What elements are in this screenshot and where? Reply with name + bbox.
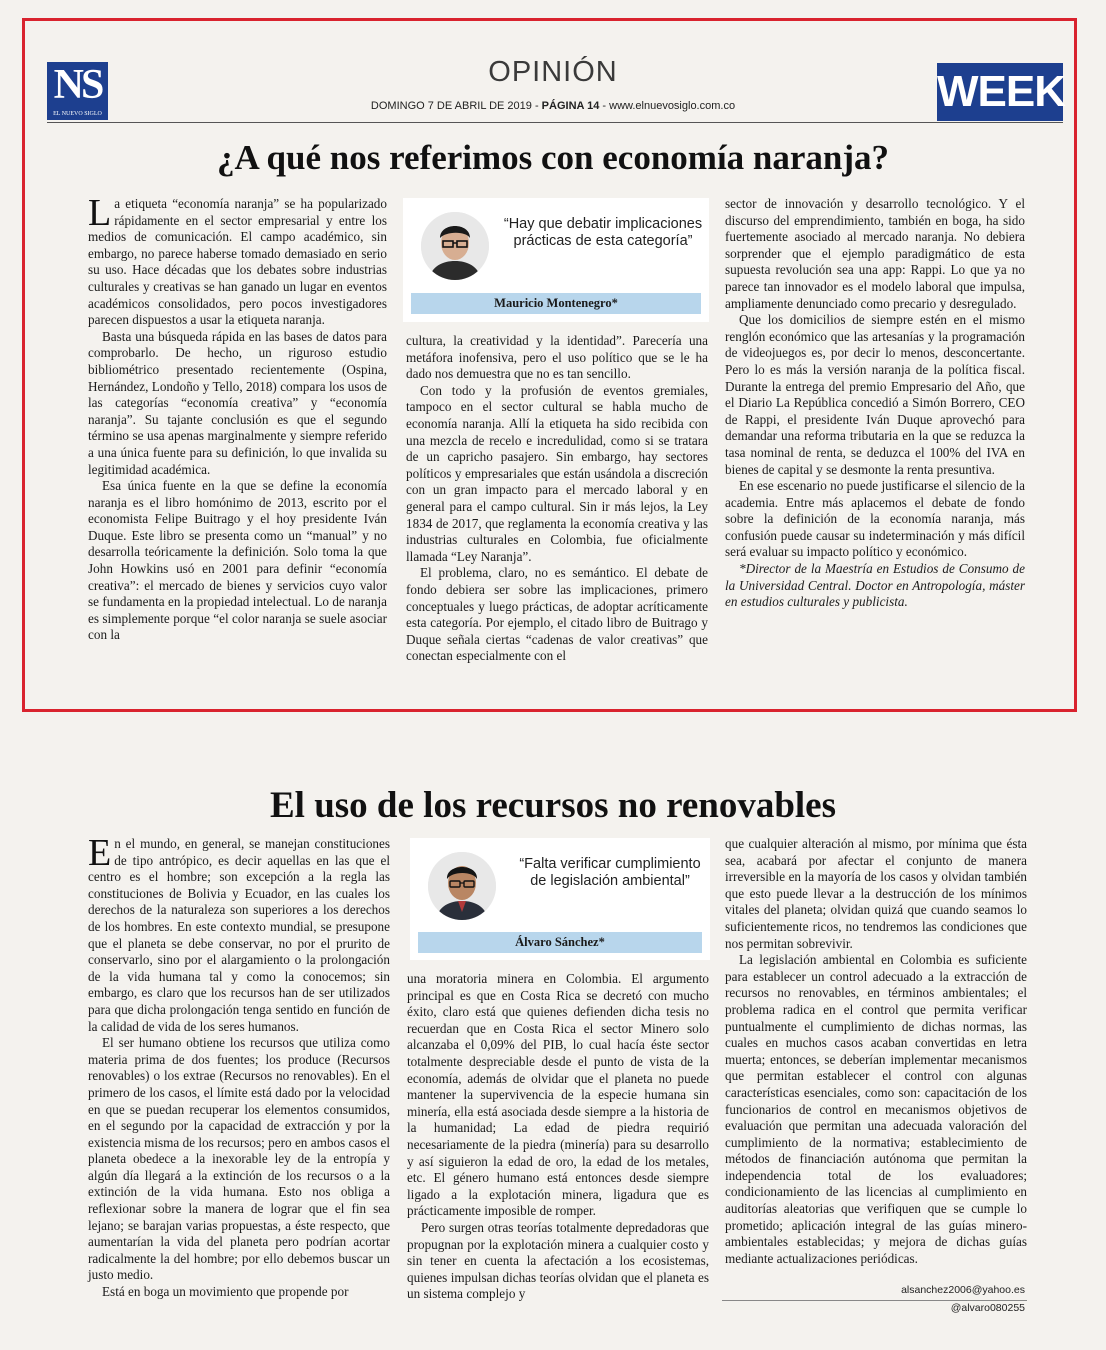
article1-column-3 [725,196,1025,611]
author-bio-note: *Director de la Maestría en Estudios de Consumo de la Universidad Central. Doctor en Antropología, máster en estudios culturales y publicista. [725,561,1025,610]
dateline: DOMINGO 7 DE ABRIL DE 2019 - PÁGINA 14 - www.elnuevosiglo.com.co [370,100,736,112]
contact-separator [722,1300,1027,1301]
author-portrait-icon [428,852,496,920]
author-twitter: @alvaro080255 [950,1302,1025,1314]
article2-column-3 [725,836,1027,1267]
article2-pullquote-box [410,838,710,960]
article2-col2-p2: Pero surgen otras teorías totalmente depredadoras que propugnan por la explotación minera a cualquier costo y sin tener en cuenta la afectación a los ecosistemas, quienes impulsan dichas teorías olvidan que el planeta es un sistema complejo y [407,1219,709,1302]
article2-col1-p2: El ser humano obtiene los recursos que utiliza como materia prima de dos fuentes; los produce (Recursos renovables) o los extrae (Recursos no renovables). En el primero de los casos, el límite está dado por la velocidad en que se puedan recuperar los elementos consumidos, en el segundo por la capacidad de extracción y por la existencia misma de los recursos; pero en ambos casos el planeta obedece a la inexorable ley de la entropía y algún día llegará a la extinción de los recursos o a la extinción de la vida humana. Esto nos obliga a reflexionar sobre la manera de lograr que el fin sea lejano; se barajan varias propuestas, a éste respecto, que aumentarían la vida del planeta pero podrían acortar radicalmente la del hombre; por ello debemos buscar un justo medio. [88,1035,390,1283]
article1-pullquote-box [403,198,709,322]
article2-col3-p1: que cualquier alteración al mismo, por mínima que ésta sea, acabará por afectar el conjunto de manera irreversible en la mayoría de los casos y olvidan también que esto puede llevar a la destrucción de los mínimos vitales del planeta; olvidan quizá que cuando seamos lo suficientemente ricos, no tendremos las condiciones que nos permitan sobrevivir. [725,836,1027,951]
article2-col2-p1: una moratoria minera en Colombia. El argumento principal es que en Costa Rica se decretó con mucho éxito, claro está que quienes defienden dicha tesis no recuerdan que en Costa Rica el sector Minero solo alcanzaba el 0,09% del PIB, lo cual hacía éste sector totalmente despreciable desde el punto de vista de la economía, además de olvidar que el planeta no puede mantener la supervivencia de la especie humana sin minería, ella está asociada desde siempre a la historia de la humanidad; La edad de piedra requirió necesariamente de la piedra (minería) para su desarrollo y así siguieron la edad de oro, la edad de los metales, etc. El género humano está entonces desde siempre ligado a la explotación minera, ligadura que es prácticamente imposible de romper. [407,971,709,1219]
article1-headline: ¿A qué nos referimos con economía naranja? [216,138,890,177]
article2-col1-p1: En el mundo, en general, se manejan constituciones de tipo antrópico, es decir aquellas en las que el centro es el hombre; son excepción a la regla las constituciones de Bolivia y Ecuador, en las cuales los derechos de la naturaleza son superiores a los derechos de los hombres. En este contexto mundial, se presupone que el planeta se debe conservar, no por el prurito de conservarlo, sino por el alargamiento o la prolongación de la vida humana tal y como la conocemos; sin embargo, es claro que los recursos han de ser utilizados para que dicha prolongación tenga sentido en función de la calidad de vida de los seres humanos. [88,832,390,1034]
article2-author-byline: Álvaro Sánchez* [418,932,702,953]
article1-col3-p2: Que los domicilios de siempre estén en el mismo renglón económico que las artesanías y la programación de videojuegos es, por decir lo menos, desconcertante. Pero lo es más la versión naranja de la política fiscal. Durante la entrega del premio Empresario del Año, que el Diario La República concedió a Simón Borrero, CEO de Rappi, el presidente Iván Duque aprovechó para demandar una reforma tributaria en la que se reduzca la tasa nominal de renta, se deduzca el 100% del IVA en bienes de capital y se desmonte la renta presuntiva. [725,312,1025,477]
article1-col1-p2: Basta una búsqueda rápida en las bases de datos para comprobarlo. De hecho, un riguroso estudio bibliométrico presentado recientemente (Ospina, Hernández, Londoño y Tello, 2018) compara los usos de las categorías “economía creativa” y “economía naranja”. Su tajante conclusión es que el segundo término se usa apenas marginalmente y siempre referido a una única fuente para su definición, lo que invalida su legitimidad académica. [88,328,387,477]
article1-col2-p2: Con todo y la profusión de eventos gremiales, tampoco en el sector cultural se habla mucho de economía naranja. Allí la etiqueta ha sido recibida con una mezcla de recelo e incredulidad, como si se tratara de un capricho pasajero. Sin embargo, hay sectores políticos y empresariales que están usándola a discreción con un gran impacto para el mercado laboral y en general para el campo cultural. Sin ir más lejos, la Ley 1834 de 2017, que reglamenta la economía creativa y las industrias culturales en Colombia, fue oficialmente llamada “Ley Naranja”. [406,382,708,564]
alvaro-sanchez-photo [428,852,496,920]
article1-col3-p1: sector de innovación y desarrollo tecnológico. Y el discurso del emprendimiento, también en boga, ha sido fuertemente asociado al mercado naranja. No debiera sorprender que el ejemplo paradigmático de esta supuesta revolución sea una app: Rappi. Lo que ya no parece tan innovador es el modelo laboral que impulsa, ampliamente denunciado como precario y desregulado. [725,196,1025,311]
article2-column-2 [407,971,709,1303]
article2-column-1 [88,832,390,1301]
article2-dropcap: E [88,832,112,874]
author-portrait-icon [421,212,489,280]
article1-col2-p3: El problema, claro, no es semántico. El debate de fondo debiera ser sobre las implicaciones, primero conceptuales y luego prácticas, de adoptar acríticamente esta categoría. Por ejemplo, el citado libro de Buitrago y Duque señala ciertas “cadenas de valor creativas” que conectan especialmente con el [406,565,708,664]
ns-logo: NS EL NUEVO SIGLO [47,62,108,120]
article1-col3-p3: En ese escenario no puede justificarse el silencio de la academia. Entre más aplacemos el debate de fondo sobre la definición de la economía naranja, más confusión puede causar su indeterminación y más difícil será evaluar su impacto político y económico. [725,478,1025,560]
week-logo: WEEK [937,63,1063,121]
article1-col1-p1: La etiqueta “economía naranja” se ha popularizado rápidamente en el sector empresarial y entre los medios de comunicación. El campo académico, sin embargo, no parece haberse tomado demasiado en serio su uso. Hace décadas que los debates sobre industrias culturales y creativas se han ganado un lugar en eventos académicos consolidados, pero pocos investigadores parecen dispuestos a usar la etiqueta naranja. [88,192,387,328]
section-title: OPINIÓN [488,56,618,88]
article1-pullquote: “Hay que debatir implicaciones prácticas de esta categoría” [503,216,703,249]
author-email: alsanchez2006@yahoo.es [901,1284,1025,1296]
article2-col3-p2: La legislación ambiental en Colombia es suficiente para establecer un control adecuado a la extracción de recursos no renovables, en términos ambientales; el problema radica en el control que permita verificar puntualmente el cumplimiento de dichas normas, las cuales en muchos casos acaban convertidas en letra muerta; entonces, se deberían implementar mecanismos que permitan establecer el control con algunas características esenciales, como son: capacitación de los funcionarios de control en mecanismos objetivos de evaluación que permitan una adecuada valoración del cumplimiento de la normativa; establecimiento de métodos de financiación autónoma que permitan la independencia total de los evaluadores; condicionamiento de las licencias al cumplimiento en auditorías aleatorias que verifiquen que se cumple lo prometido; aplicación integral de las guías minero-ambientales establecidas; y mejora de dichas guías mediante actualizaciones periódicas. [725,952,1027,1266]
article1-column-1 [88,192,387,644]
article1-col1-p3: Esa única fuente en la que se define la economía naranja es el libro homónimo de 2013, escrito por el economista Felipe Buitrago y el hoy presidente Iván Duque. Este libro se presenta como un “manual” y no desarrolla teóricamente la definición. Solo toma la que John Howkins usó en 2001 para definir “economía creativa”: el mercado de bienes y servicios cuyo valor se fundamenta en la propiedad intelectual. Lo de naranja es simplemente porque “el color naranja se suele asociar con la [88,478,387,643]
article2-headline: El uso de los recursos no renovables [269,785,837,826]
masthead-rule [47,122,1063,123]
mauricio-montenegro-photo [421,212,489,280]
article1-column-2 [406,333,708,665]
article1-col2-p1: cultura, la creatividad y la identidad”. Parecería una metáfora inofensiva, pero el uso político que se le ha dado nos demuestra que no es tan sencillo. [406,333,708,382]
article2-col1-p3: Está en boga un movimiento que propende por [102,1284,349,1300]
article1-author-byline: Mauricio Montenegro* [411,293,701,314]
article1-dropcap: L [88,192,112,234]
article2-pullquote: “Falta verificar cumplimiento de legislación ambiental” [519,856,701,889]
